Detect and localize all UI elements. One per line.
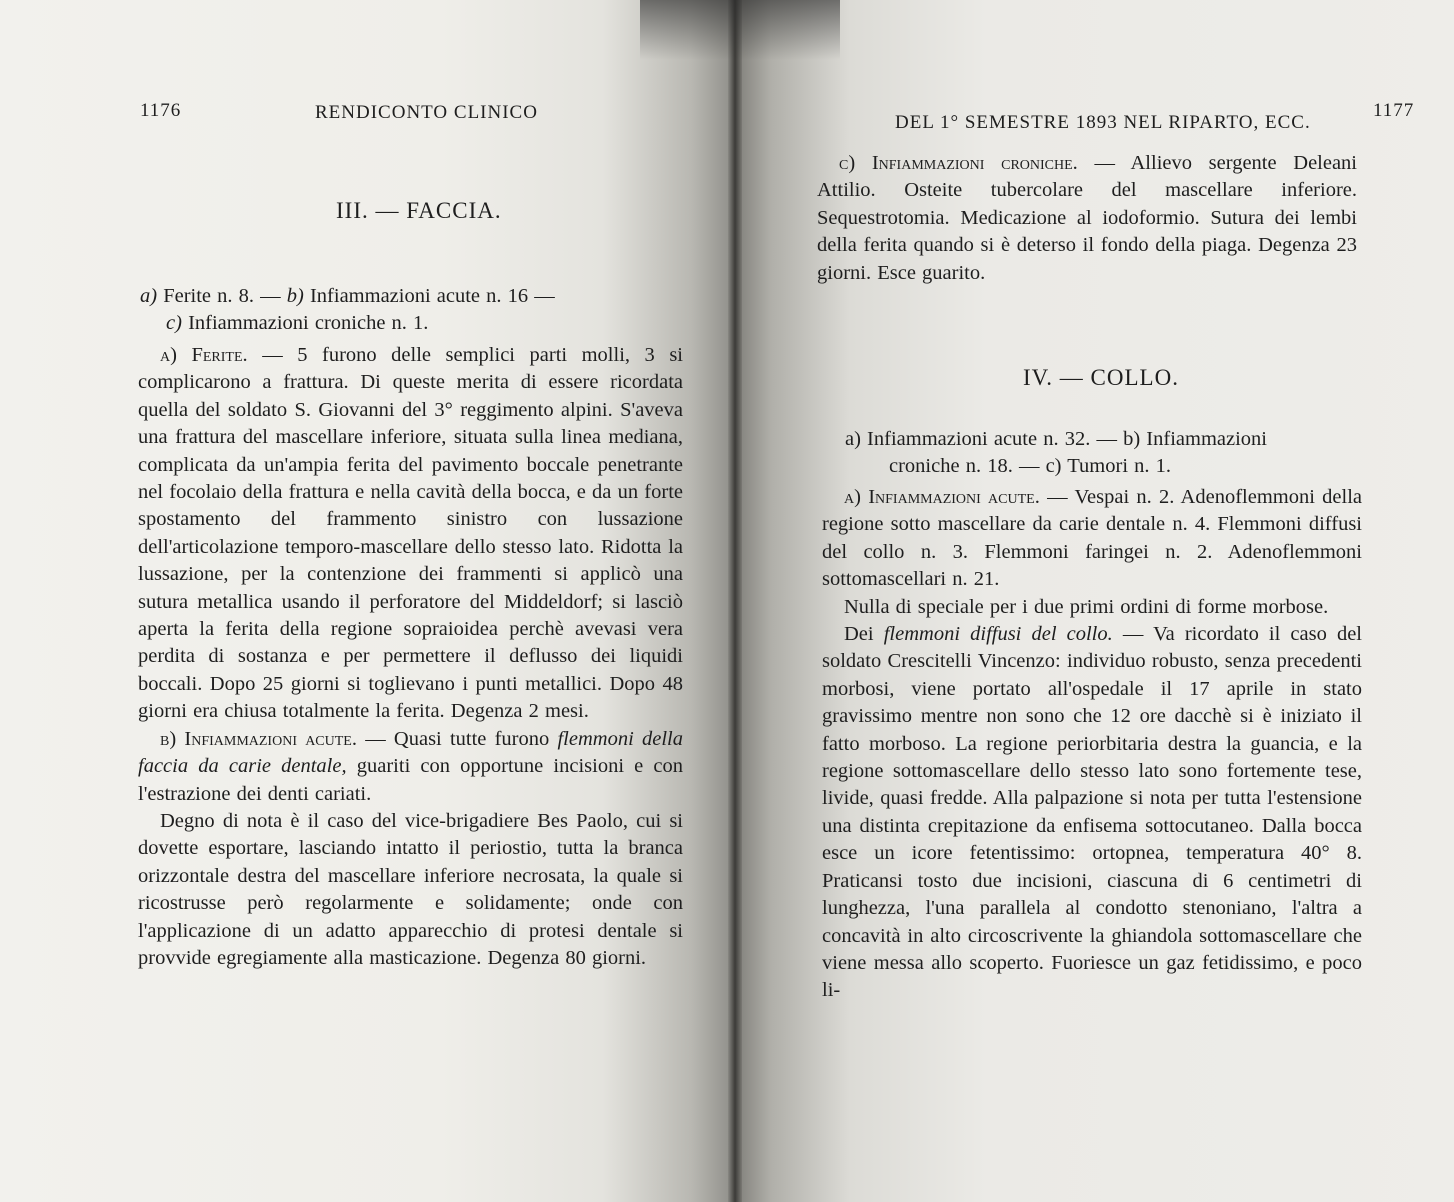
- paragraph-infiammazioni-acute: b) Infiammazioni acute. — Quasi tutte furono flemmoni della faccia da carie dentale, guariti con opportune incisioni e con l'estrazione dei denti cariati.: [138, 727, 683, 805]
- right-running-head: DEL 1° SEMESTRE 1893 NEL RIPARTO, ECC.: [895, 112, 1311, 133]
- paragraph-ferite: a) Ferite. — 5 furono delle semplici parti molli, 3 si complicarono a frattura. Di queste merita di essere ricordata quella del soldato S. Giovanni del 3° reggimento alpini. S'aveva una frattura del mascellare inferiore, situata sulla linea mediana, complicata da un'ampia ferita del pavimento boccale penetrante nel focolaio della frattura e nella cavità della bocca, e da un forte spostamento del frammento sinistro con lussazione dell'articolazione temporo-mascellare dello stesso lato. Ridotta la lussazione, per la contenzione dei frammenti si applicò una sutura metallica usando il perforatore del Middeldorf; si lasciò aperta la ferita della regione sopraioidea perchè avevasi vera perdita di sostanza e per permettere il deflusso dei liquidi boccali. Dopo 25 giorni si toglievano i punti metallici. Dopo 48 giorni era chiusa totalmente la ferita. Degenza 2 mesi.: [138, 344, 683, 723]
- right-body-text: [822, 484, 1362, 1005]
- summary-line-1: a) Ferite n. 8. — b) Infiammazioni acute n. 16 —: [140, 285, 555, 307]
- summary-line-2: c) Infiammazioni croniche n. 1.: [166, 312, 429, 335]
- paragraph-degno-di-nota: Degno di nota è il caso del vice-brigadiere Bes Paolo, cui si dovette esportare, lasciando intatto il periostio, tutta la branca orizzontale destra del mascellare inferiore necrosata, la quale si ricostrusse però regolarmente e solidamente; onde con l'applicazione di un adatto apparecchio di protesi dentale si provvide egregiamente alla masticazione. Degenza 80 giorni.: [138, 809, 683, 969]
- left-running-head: RENDICONTO CLINICO: [315, 102, 538, 123]
- left-body-text: [138, 342, 683, 972]
- paragraph-infiammazioni-croniche: c) Infiammazioni croniche. — Allievo sergente Deleani Attilio. Osteite tubercolare del mascellare inferiore. Sequestrotomia. Medicazione al iodoformio. Sutura dei lembi della ferita quando si è deterso il fondo della piaga. Degenza 23 giorni. Esce guarito.: [817, 152, 1358, 284]
- right-page: [735, 0, 1454, 1202]
- summary-collo-line-2: croniche n. 18. — c) Tumori n. 1.: [889, 455, 1172, 478]
- left-page-number: 1176: [140, 100, 182, 121]
- summary-collo-line-1: a) Infiammazioni acute n. 32. — b) Infiammazioni: [845, 428, 1267, 450]
- summary-faccia: [118, 283, 678, 338]
- right-page-number: 1177: [1373, 100, 1415, 121]
- binding-shadow: [640, 0, 840, 60]
- book-gutter: [728, 0, 742, 1202]
- paragraph-infiammazioni-acute-collo: a) Infiammazioni acute. — Vespai n. 2. Adenoflemmoni della regione sotto mascellare da carie dentale n. 4. Flemmoni diffusi del collo n. 3. Flemmoni faringei n. 2. Adenoflemmoni sottomascellari n. 21.: [822, 486, 1363, 591]
- section-title-collo: IV. — COLLO.: [1023, 365, 1179, 390]
- paragraph-nulla: Nulla di speciale per i due primi ordini di forme morbose.: [844, 595, 1329, 618]
- summary-collo: [845, 426, 1365, 481]
- section-title-faccia: III. — FACCIA.: [336, 198, 502, 223]
- paragraph-flemmoni-diffusi: Dei flemmoni diffusi del collo. — Va ricordato il caso del soldato Crescitelli Vincenzo: individuo robusto, senza precedenti morbosi, viene portato all'ospedale il 17 aprile in stato gravissimo mentre non sono che 12 ore dacchè si è iniziato il fatto morboso. La regione periorbitaria destra la guancia, e la regione sottomascellare dello stesso lato sono fortemente tese, livide, quasi fredde. Alla palpazione si nota per tutta l'estensione una distinta crepitazione da enfisema sottocutaneo. Dalla bocca esce un icore fetentissimo: ortopnea, temperatura 40° 8. Praticansi tosto due incisioni, ciascuna di 6 centimetri di lunghezza, l'una parallela al condotto stenoniano, l'altra a concavità in alto circoscrivente la ghiandola sottomascellare che viene messa allo scoperto. Fuoriesce un gaz fetidissimo, e poco li-: [822, 623, 1362, 1002]
